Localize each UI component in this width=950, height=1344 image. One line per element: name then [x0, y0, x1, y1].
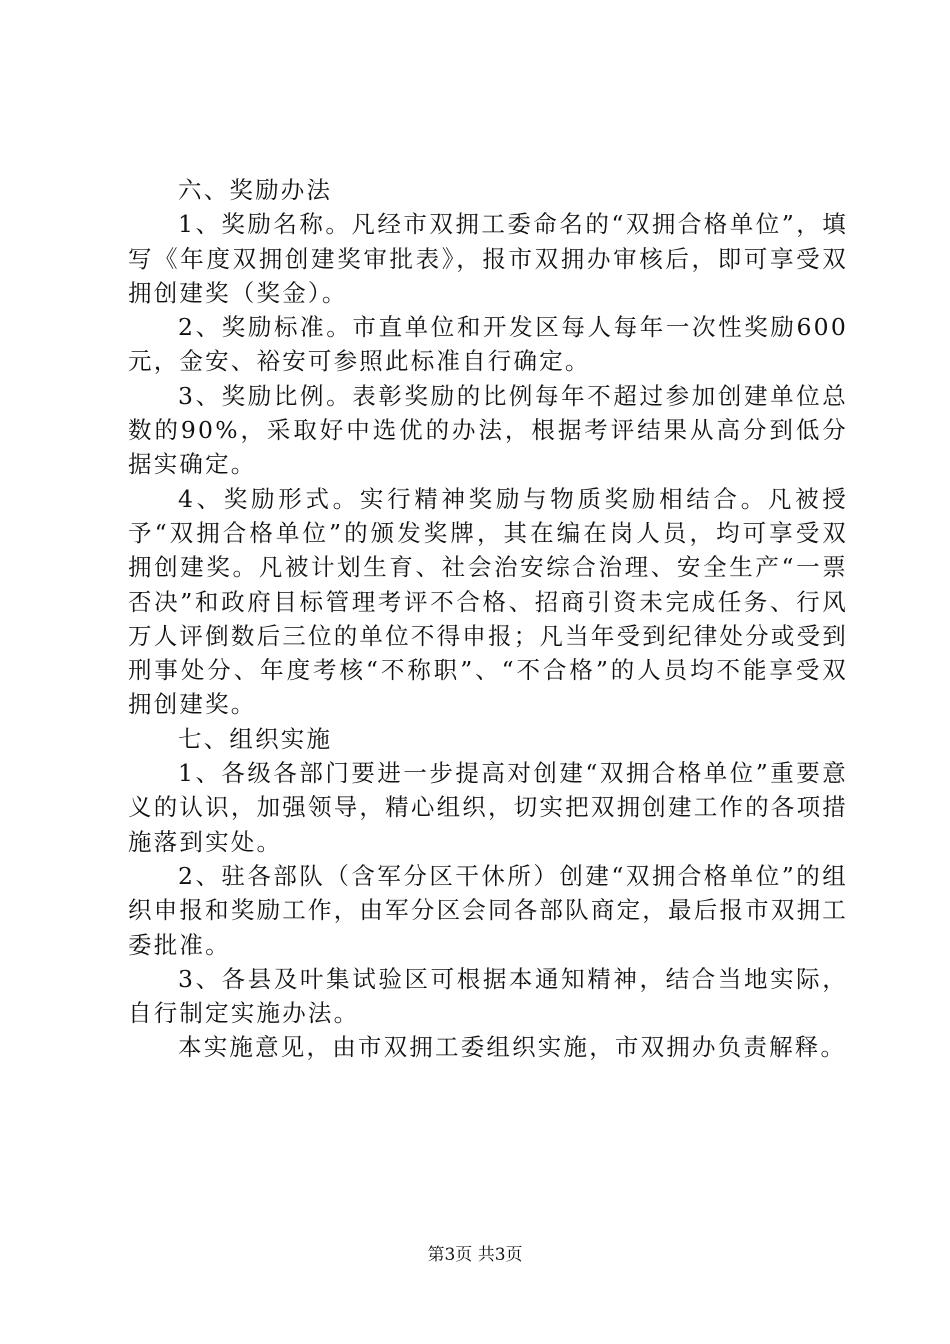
paragraph-closing: 本实施意见，由市双拥工委组织实施，市双拥办负责解释。 [178, 1033, 847, 1062]
paragraph-implementation-1: 1、各级各部门要进一步提高对创建“双拥合格单位”重要意义的认识，加强领导，精心组织，切实把双拥创建工作的各项措施落到实处。 [128, 759, 848, 856]
section-heading-rewards: 六、奖励办法 [178, 176, 333, 204]
paragraph-reward-standard: 2、奖励标准。市直单位和开发区每人每年一次性奖励600元，金安、裕安可参照此标准自行确定。 [128, 313, 848, 376]
paragraph-reward-form: 4、奖励形式。实行精神奖励与物质奖励相结合。凡被授予“双拥合格单位”的颁发奖牌，其在编在岗人员，均可享受双拥创建奖。凡被计划生育、社会治安综合治理、安全生产“一票否决”和政府目标管理考评不合格、招商引资未完成任务、行风万人评倒数后三位的单位不得申报；凡当年受到纪律处分或受到刑事处分、年度考核“不称职”、“不合格”的人员均不能享受双拥创建奖。 [128, 484, 848, 719]
document-body [128, 173, 848, 1065]
paragraph-implementation-3: 3、各县及叶集试验区可根据本通知精神，结合当地实际，自行制定实施办法。 [128, 964, 848, 1028]
paragraph-reward-ratio: 3、奖励比例。表彰奖励的比例每年不超过参加创建单位总数的90%，采取好中选优的办法，根据考评结果从高分到低分据实确定。 [128, 381, 848, 479]
page-footer: 第3页 共3页 [427, 1245, 523, 1265]
paragraph-reward-name: 1、奖励名称。凡经市双拥工委命名的“双拥合格单位”，填写《年度双拥创建奖审批表》，报市双拥办审核后，即可享受双拥创建奖（奖金）。 [128, 210, 848, 307]
paragraph-implementation-2: 2、驻各部队（含军分区干休所）创建“双拥合格单位”的组织申报和奖励工作，由军分区会同各部队商定，最后报市双拥工委批准。 [128, 861, 848, 959]
section-heading-implementation: 七、组织实施 [178, 724, 333, 753]
